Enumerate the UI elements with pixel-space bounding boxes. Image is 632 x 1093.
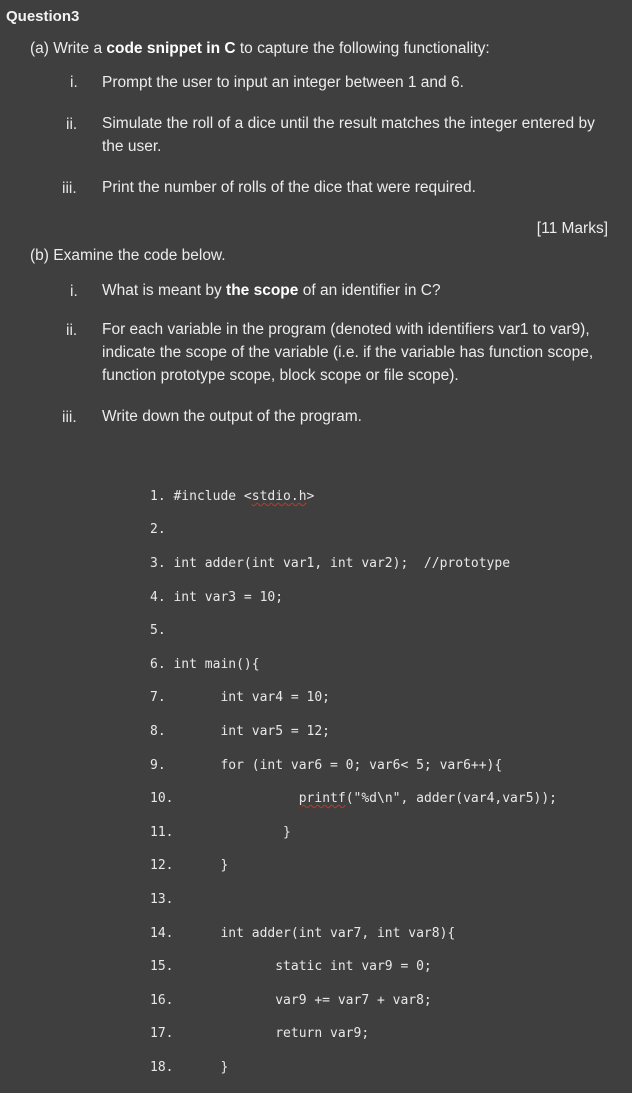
code-line: 10. printf("%d\n", adder(var4,var5));: [150, 791, 558, 807]
code-line: 3. int adder(int var1, int var2); //prototype: [150, 555, 511, 571]
part-a-bold: code snippet in C: [106, 40, 236, 57]
part-a-prefix: (a) Write a: [30, 40, 107, 57]
code-line: 1. #include <stdio.h>: [150, 488, 315, 504]
code-line: 7. int var4 = 10;: [150, 690, 331, 706]
part-a-item-3-text: Print the number of rolls of the dice that were required.: [102, 179, 476, 196]
part-a-item-2-line-1: Simulate the roll of a dice until the result matches the integer entered by: [102, 115, 595, 132]
part-b-item-2-line-3: function prototype scope, block scope or file scope).: [102, 367, 459, 384]
part-a-item-2-text: [102, 112, 595, 158]
part-b-item-1-prefix: What is meant by: [102, 282, 227, 299]
part-b-heading: (b) Examine the code below.: [30, 247, 226, 264]
part-b-item-3-text: Write down the output of the program.: [102, 408, 362, 425]
part-b-item-1-number: i.: [70, 283, 78, 300]
code-line: 14. int adder(int var7, int var8){: [150, 925, 456, 941]
code-line: 2.: [150, 522, 166, 538]
code-line: 6. int main(){: [150, 656, 260, 672]
part-a-item-3-number: iii.: [62, 180, 77, 197]
part-b-item-2-line-1: For each variable in the program (denoted with identifiers var1 to var9),: [102, 321, 590, 338]
code-line: 16. var9 += var7 + var8;: [150, 992, 432, 1008]
code-line: 11. }: [150, 824, 291, 840]
part-a-heading: [30, 40, 490, 58]
question-title: Question3: [6, 8, 80, 25]
code-line: 18. }: [150, 1059, 229, 1075]
code-line: 12. }: [150, 858, 229, 874]
code-line: 5.: [150, 623, 166, 639]
part-b-item-1-suffix: of an identifier in C?: [298, 282, 441, 299]
part-a-item-2-number: ii.: [66, 116, 78, 133]
code-line: 4. int var3 = 10;: [150, 589, 284, 605]
part-a-item-1-number: i.: [70, 74, 78, 91]
part-b-item-3-number: iii.: [62, 409, 77, 426]
code-line: 8. int var5 = 12;: [150, 723, 331, 739]
part-b-item-2-line-2: indicate the scope of the variable (i.e. if the variable has function scope,: [102, 344, 594, 361]
part-b-item-2-text: [102, 318, 593, 387]
part-a-item-1-text: Prompt the user to input an integer between 1 and 6.: [102, 74, 464, 91]
part-a-suffix: to capture the following functionality:: [235, 40, 490, 57]
code-line: 15. static int var9 = 0;: [150, 959, 432, 975]
part-a-item-2-line-2: the user.: [102, 138, 162, 155]
code-listing: [150, 472, 557, 1093]
part-b-item-1-text: [102, 279, 441, 302]
code-line: 9. for (int var6 = 0; var6< 5; var6++){: [150, 757, 503, 773]
code-line: 13.: [150, 891, 174, 907]
part-b-item-1-bold: the scope: [226, 282, 299, 299]
part-b-item-2-number: ii.: [66, 322, 78, 339]
marks-label: [11 Marks]: [536, 220, 608, 237]
code-line: 17. return var9;: [150, 1026, 370, 1042]
